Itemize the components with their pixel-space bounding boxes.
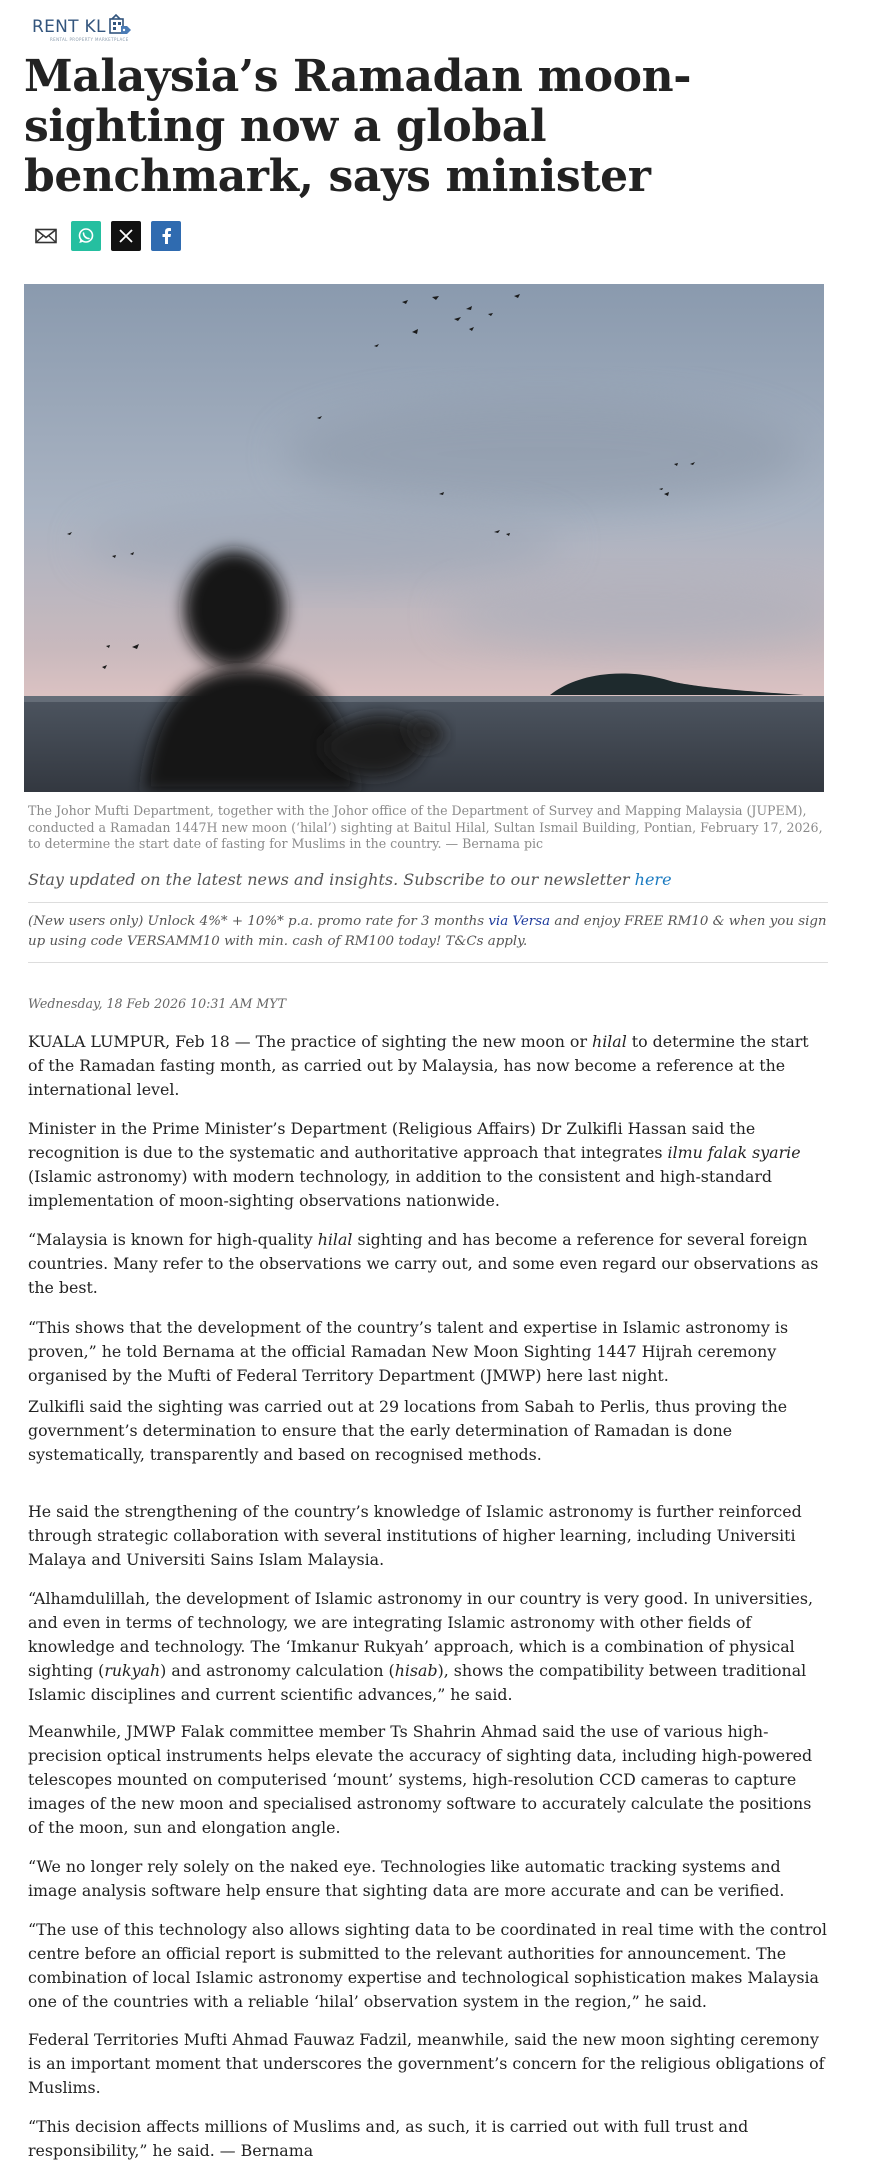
article-headline: Malaysia’s Ramadan moon-sighting now a global benchmark, says minister — [24, 51, 692, 202]
logo-subtitle: RENTAL PROPERTY MARKETPLACE — [50, 37, 129, 42]
italic-term: ilmu falak syarie — [667, 1143, 801, 1162]
paragraph-text: ) and astronomy calculation ( — [160, 1661, 395, 1680]
italic-term: hilal — [592, 1032, 627, 1051]
paragraph-text: ), shows the compatibility between traditional Islamic disciplines and current scientific advances,” he said. — [28, 1661, 807, 1704]
newsletter-link[interactable]: here — [634, 870, 672, 889]
share-facebook-button[interactable] — [151, 221, 181, 251]
newsletter-prompt — [28, 870, 672, 889]
paragraph-text: Minister in the Prime Minister’s Department (Religious Affairs) Dr Zulkifli Hassan said the recognition is due to the systematic and authoritative approach that integrates — [28, 1119, 756, 1162]
paragraph-7 — [28, 1587, 828, 1707]
building-tag-icon — [107, 12, 133, 38]
paragraph-10: “The use of this technology also allows sighting data to be coordinated in real time with the control centre before an official report is submitted to the relevant authorities for announcement. The combination of local Islamic astronomy expertise and technological sophistication makes Malaysia one of the countries with a reliable ‘hilal’ observation system in the region,” he said. — [28, 1920, 827, 2011]
facebook-icon — [160, 227, 172, 245]
publish-date: Wednesday, 18 Feb 2026 10:31 AM MYT — [28, 996, 287, 1011]
promo-text-before: (New users only) Unlock 4%* + 10%* p.a. promo rate for 3 months — [28, 914, 489, 929]
article-image — [24, 284, 824, 792]
paragraph-text: “Malaysia is known for high-quality — [28, 1230, 318, 1249]
email-icon — [35, 228, 57, 244]
paragraph-9: “We no longer rely solely on the naked eye. Technologies like automatic tracking systems and image analysis software help ensure that sighting data are more accurate and can be verified. — [28, 1857, 785, 1900]
paragraph-text: to determine the start of the Ramadan fasting month, as carried out by Malaysia, has now become a reference at the international level. — [28, 1032, 809, 1099]
image-caption: The Johor Mufti Department, together with the Johor office of the Department of Survey and Mapping Malaysia (JUPEM), conducted a Ramadan 1447H new moon (‘hilal’) sighting at Baitul Hilal, Sultan Ismail Building, Pontian, February 17, 2026, to determine the start date of fasting for Muslims in the country. — Bernama pic — [28, 803, 823, 852]
newsletter-text: Stay updated on the latest news and insights. Subscribe to our newsletter — [28, 870, 635, 889]
paragraph-text: sighting and has become a reference for several foreign countries. Many refer to the observations we carry out, and some even regard our observations as the best. — [28, 1230, 819, 1297]
promo-link[interactable]: via Versa — [488, 914, 551, 929]
promo-box — [28, 902, 828, 963]
paragraph-11: Federal Territories Mufti Ahmad Fauwaz Fadzil, meanwhile, said the new moon sighting ceremony is an important moment that underscores the government’s concern for the religious obligations of Muslims. — [28, 2030, 825, 2097]
whatsapp-icon — [77, 227, 95, 245]
logo-text: RENT KL — [32, 17, 106, 37]
paragraph-6: He said the strengthening of the country’s knowledge of Islamic astronomy is further reinforced through strategic collaboration with several institutions of higher learning, including Universiti Malaya and Universiti Sains Islam Malaysia. — [28, 1502, 802, 1569]
italic-term: hilal — [317, 1230, 353, 1249]
paragraph-text: (Islamic astronomy) with modern technology, in addition to the consistent and high-standard implementation of moon-sighting observations nationwide. — [28, 1167, 773, 1210]
paragraph-text: “Alhamdulillah, the development of Islamic astronomy in our country is very good. In universities, and even in terms of technology, we are integrating Islamic astronomy with other fields of knowledge and technology. The ‘Imkanur Rukyah’ approach, which is a combination of physical sighting ( — [28, 1589, 814, 1680]
share-whatsapp-button[interactable] — [71, 221, 101, 251]
share-email-button[interactable] — [31, 221, 61, 251]
site-logo[interactable] — [32, 12, 133, 42]
share-x-button[interactable] — [111, 221, 141, 251]
promo-text-after: and enjoy FREE RM10 & when you sign up using code VERSAMM10 with min. cash of RM100 today! T&Cs apply. — [28, 914, 827, 949]
x-icon — [118, 228, 134, 244]
paragraph-12: “This decision affects millions of Muslims and, as such, it is carried out with full trust and responsibility,” he said. — Bernama — [28, 2117, 749, 2160]
italic-term: rukyah — [104, 1661, 161, 1680]
paragraph-text: KUALA LUMPUR, Feb 18 — The practice of sighting the new moon or — [28, 1032, 593, 1051]
paragraph-3 — [28, 1228, 828, 1300]
paragraph-5: Zulkifli said the sighting was carried out at 29 locations from Sabah to Perlis, thus proving the government’s determination to ensure that the early determination of Ramadan is done systematically, transparently and based on recognised methods. — [28, 1397, 788, 1464]
paragraph-4: “This shows that the development of the country’s talent and expertise in Islamic astronomy is proven,” he told Bernama at the official Ramadan New Moon Sighting 1447 Hijrah ceremony organised by the Mufti of Federal Territory Department (JMWP) here last night. — [28, 1318, 789, 1385]
moon-sighting-photo — [24, 284, 824, 792]
share-bar — [31, 221, 181, 251]
paragraph-8: Meanwhile, JMWP Falak committee member Ts Shahrin Ahmad said the use of various high-precision optical instruments helps elevate the accuracy of sighting data, including high-powered telescopes mounted on computerised ‘mount’ systems, high-resolution CCD cameras to capture images of the new moon and specialised astronomy software to accurately calculate the positions of the moon, sun and elongation angle. — [28, 1722, 813, 1837]
italic-term: hisab — [394, 1661, 438, 1680]
paragraph-2 — [28, 1117, 828, 1213]
paragraph-1 — [28, 1030, 828, 1102]
